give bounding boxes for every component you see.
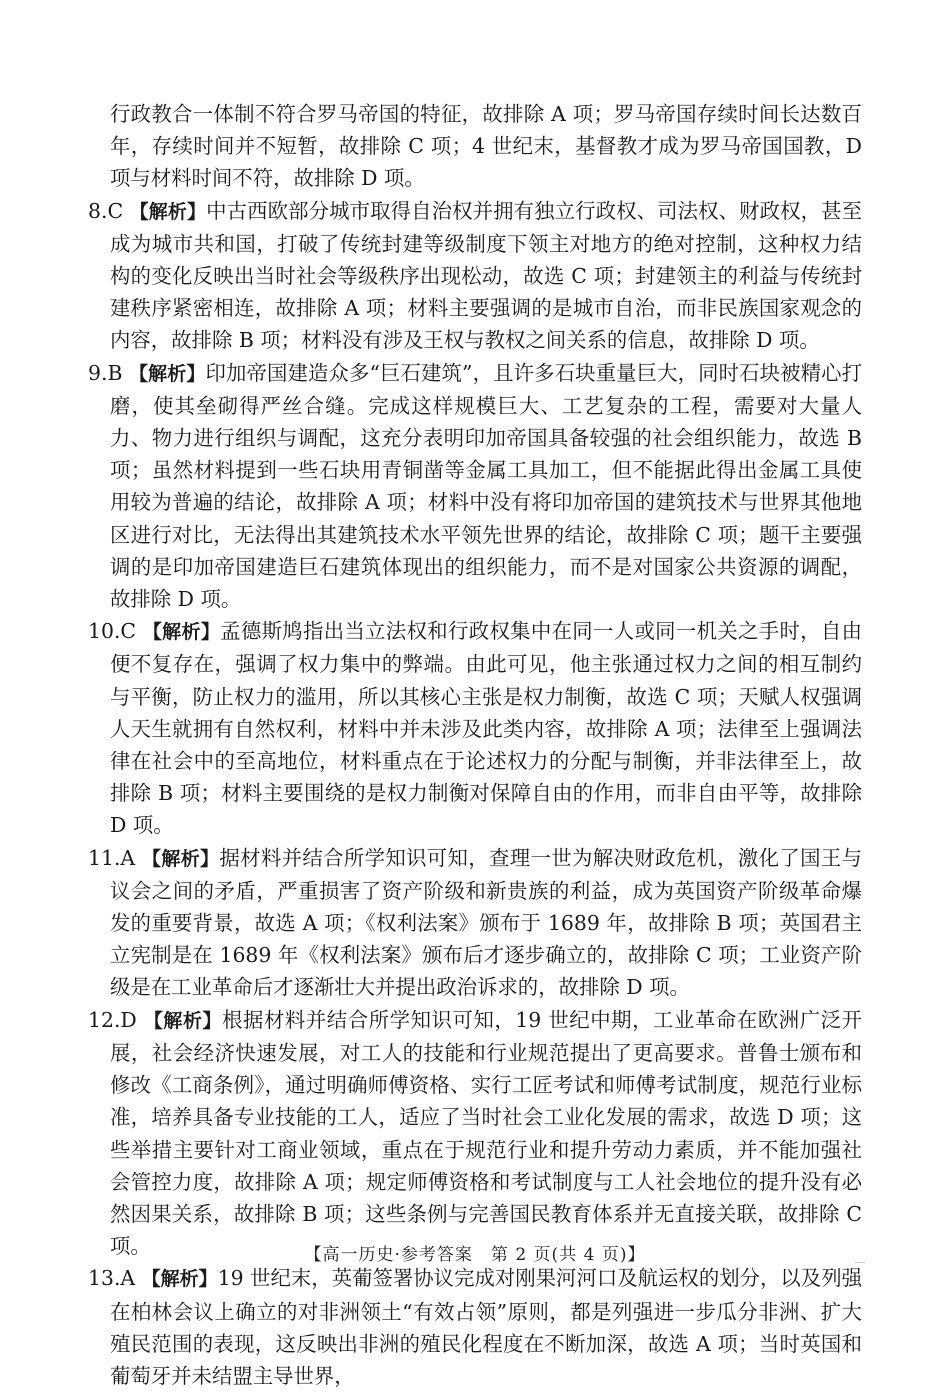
answer-item-11 [88,842,862,1004]
answer-item-9 [88,357,862,616]
answer-number: 11.A [88,845,136,870]
answer-text: 19 世纪末，英葡签署协议完成对刚果河河口及航运权的划分，以及列强在柏林会议上确立的对非洲领土“有效占领”原则，都是列强进一步瓜分非洲、扩大殖民范围的表现，这反映出非洲的殖民化程度在不断加深，故选 A 项；当时英国和葡萄牙并未结盟主导世界， [110,1266,862,1388]
answer-text: 中古西欧部分城市取得自治权并拥有独立行政权、司法权、财政权，甚至成为城市共和国，打破了传统封建等级制度下领主对地方的绝对控制，这种权力结构的变化反映出当时社会等级秩序出现松动，故选 C 项；封建领主的利益与传统封建秩序紧密相连，故排除 A 项；材料主要强调的是城市自治，而非民族国家观念的内容，故排除 B 项；材料没有涉及王权与教权之间关系的信息，故排除 D 项。 [110,198,862,353]
analysis-tag: 【解析】 [129,200,207,223]
answer-number: 8.C [88,198,124,223]
page-footer [0,1240,950,1265]
footer-page-label: 【高一历史·参考答案 第 2 页(共 4 页)】 [304,1245,646,1265]
answer-number: 12.D [88,1007,137,1032]
answer-item-8 [88,195,862,357]
answer-text: 印加帝国建造众多“巨石建筑”，且许多石块重量巨大，同时石块被精心打磨，使其垒砌得严丝合缝。完成这样规模巨大、工艺复杂的工程，需要对大量人力、物力进行组织与调配，这充分表明印加帝国具备较强的社会组织能力，故选 B 项；虽然材料提到一些石块用青铜凿等金属工具加工，但不能据此得出金属工具使用较为普遍的结论，故排除 A 项；材料中没有将印加帝国的建筑技术与世界其他地区进行对比，无法得出其建筑技术水平领先世界的结论，故排除 C 项；题干主要强调的是印加帝国建造巨石建筑体现出的组织能力，而不是对国家公共资源的调配，故排除 D 项。 [110,360,862,612]
answer-item-12 [88,1004,862,1263]
answer-number: 9.B [88,360,123,385]
answer-content [88,98,862,1392]
answer-text: 孟德斯鸠指出当立法权和行政权集中在同一人或同一机关之手时，自由便不复存在，强调了权力集中的弊端。由此可见，他主张通过权力之间的相互制约与平衡，防止权力的滥用，所以其核心主张是权力制衡，故选 C 项；天赋人权强调人天生就拥有自然权利，材料中并未涉及此类内容，故排除 A 项；法律至上强调法律在社会中的至高地位，材料重点在于论述权力的分配与制衡，并非法律至上，故排除 B 项；材料主要围绕的是权力制衡对保障自由的作用，而非自由平等，故排除 D 项。 [110,619,862,838]
answer-number: 13.A [88,1266,136,1291]
answer-item-10 [88,615,862,841]
analysis-tag: 【解析】 [142,621,221,644]
analysis-tag: 【解析】 [141,1268,218,1291]
analysis-tag: 【解析】 [142,847,220,870]
analysis-tag: 【解析】 [129,362,206,385]
answer-number: 10.C [88,619,137,644]
answer-text: 根据材料并结合所学知识可知，19 世纪中期，工业革命在欧洲广泛开展，社会经济快速发展，对工人的技能和行业规范提出了更高要求。普鲁士颁布和修改《工商条例》，通过明确师傅资格、实行工匠考试和师傅考试制度，规范行业标准，培养具备专业技能的工人，适应了当时社会工业化发展的需求，故选 D 项；这些举措主要针对工商业领域，重点在于规范行业和提升劳动力素质，并不能加强社会管控力度，故排除 A 项；规定师傅资格和考试制度与工人社会地位的提升没有必然因果关系，故排除 B 项；这些条例与完善国民教育体系并无直接关联，故排除 C 项。 [110,1007,862,1259]
corner-mark-divider [855,1262,865,1263]
answer-text: 据材料并结合所学知识可知，查理一世为解决财政危机，激化了国王与议会之间的矛盾，严重损害了资产阶级和新贵族的利益，成为英国资产阶级革命爆发的重要背景，故选 A 项；《权利法案》颁布于 1689 年，故排除 B 项；英国君主立宪制是在 1689 年《权利法案》颁布后才逐步确立的，故排除 C 项；工业资产阶级是在工业革命后才逐渐壮大并提出政治诉求的，故排除 D 项。 [110,845,862,1000]
analysis-tag: 【解析】 [143,1009,223,1032]
answer-item-13 [88,1262,862,1392]
continuation-paragraph: 行政教合一体制不符合罗马帝国的特征，故排除 A 项；罗马帝国存续时间长达数百年，存续时间并不短暂，故排除 C 项；4 世纪末，基督教才成为罗马帝国国教，D 项与材料时间不符，故排除 D 项。 [110,102,862,191]
